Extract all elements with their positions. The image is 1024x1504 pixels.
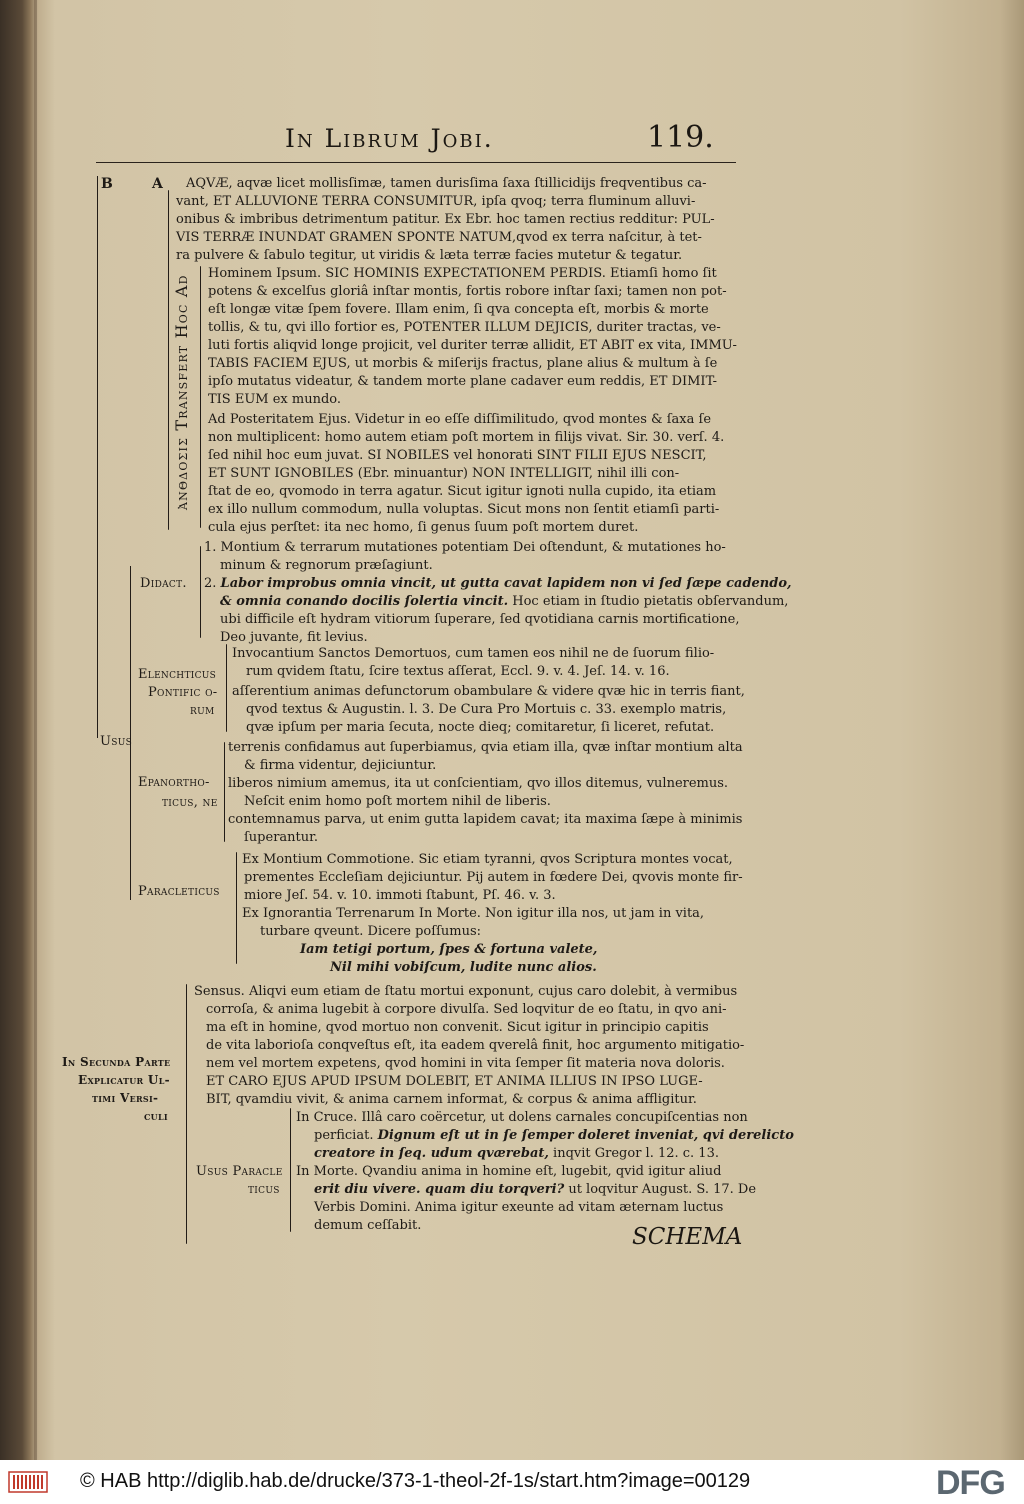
- text-line: 1. Montium & terrarum mutationes potentiam Dei oſtendunt, & mutationes ho-: [204, 540, 726, 555]
- text-line: vant, ET ALLUVIONE TERRA CONSUMITUR, ipſa qvoq; terra fluminum alluvi-: [176, 194, 696, 209]
- text-line: In Cruce. Illâ caro coërcetur, ut dolens carnales concupiſcentias non: [296, 1110, 748, 1125]
- text-line: onibus & imbribus detrimentum patitur. Ex Ebr. hoc tamen rectius redditur: PUL-: [176, 212, 715, 227]
- text-line: luti fortis aliqvid longe projicit, vel duriter terræ allidit, ET ABIT ex vita, IMMU-: [208, 338, 737, 353]
- label-secunda-1: In Secunda Parte: [62, 1055, 171, 1069]
- text-line: Neſcit enim homo poſt mortem nihil de liberis.: [244, 794, 551, 809]
- text-line: VIS TERRÆ INUNDAT GRAMEN SPONTE NATUM,qvod ex terra naſcitur, à tet-: [176, 230, 702, 245]
- text-line: ſuperantur.: [244, 830, 319, 845]
- brace-epanorthoticus: [224, 742, 225, 842]
- library-logo-icon: [8, 1470, 48, 1494]
- brace-didact: [200, 546, 201, 638]
- text-line: Deo juvante, fit levius.: [220, 630, 368, 645]
- text-line: ma eſt in homine, qvod mortuo non convenit. Sicut igitur in principio capitis: [206, 1020, 709, 1035]
- brace-usus: [130, 566, 131, 900]
- text-line: eſt longæ vitæ ſpem fovere. Illam enim, ſi qva concepta eſt, morbis & morte: [208, 302, 709, 317]
- brace-paracleticus: [236, 852, 237, 964]
- text-line: ra pulvere & ſabulo tegitur, ut viridis & læta terræ facies mutetur & tegatur.: [176, 248, 683, 263]
- label-usus: Usus: [100, 734, 133, 749]
- text-line: ſtat de eo, qvomodo in terra agatur. Sicut igitur ignoti nulla cupido, ita etiam: [208, 484, 717, 499]
- label-usus-paracle-1: Usus Paracle: [196, 1164, 283, 1179]
- text-line: minum & regnorum præſagiunt.: [220, 558, 433, 573]
- text-line: Ex Montium Commotione. Sic etiam tyranni, qvos Scriptura montes vocat,: [242, 852, 733, 867]
- label-paracleticus: Paracleticus: [138, 884, 220, 899]
- text-line: 2. Labor improbus omnia vincit, ut gutta cavat lapidem non vi ſed ſæpe cadendo,: [204, 576, 792, 591]
- text-line: potens & excelſus gloriâ inſtar montis, fortis robore inſtar ſaxi; tamen non pot-: [208, 284, 727, 299]
- text-line: de vita laborioſa conqveſtus eſt, ita eadem qverelâ finit, hoc argumento mitigatio-: [206, 1038, 745, 1053]
- label-didact: Didact.: [140, 576, 187, 591]
- text-line: cula ejus perſtet: ita nec homo, ſi genus ſuum poſt mortem duret.: [208, 520, 639, 535]
- text-line: nem vel mortem expetens, qvod homini in vita ſemper ſit materia nova doloris.: [206, 1056, 725, 1071]
- text-line: ubi difficile eſt hydram vitiorum ſuperare, ſed qvotidiana carnis mortificatione,: [220, 612, 740, 627]
- label-pontificorum-1: Pontific o-: [148, 685, 218, 700]
- text-line: AQVÆ, aqvæ licet mollisſimæ, tamen durisſima ſaxa ſtillicidijs freqventibus ca-: [186, 176, 707, 191]
- catchword: SCHEMA: [632, 1224, 743, 1250]
- brace-a: [168, 190, 169, 530]
- text-line: Ex Ignorantia Terrenarum In Morte. Non igitur illa nos, ut jam in vita,: [242, 906, 705, 921]
- brace-usus-paracle: [290, 1108, 291, 1232]
- text-line: turbare qveunt. Dicere poſſumus:: [260, 924, 482, 939]
- brace-transfert: [200, 266, 201, 528]
- text-line: aſſerentium animas defunctorum obambulare & videre qvæ hic in terris fiant,: [232, 684, 745, 699]
- text-line: rum qvidem ſtatu, ſcire textus aſſerat, Eccl. 9. v. 4. Jeſ. 14. v. 16.: [246, 664, 670, 679]
- text-line: demum ceſſabit.: [314, 1218, 422, 1233]
- label-transfert-vertical: ἀνθδοσις Transfert Hoc Ad: [172, 274, 191, 510]
- text-line: ſed nihil hoc eum juvat. SI NOBILES vel honorati SINT FILII EJUS NESCIT,: [208, 448, 707, 463]
- text-line: tollis, & tu, qvi illo fortior es, POTENTER ILLUM DEJICIS, duriter tractas, ve-: [208, 320, 721, 335]
- text-line: Ad Posteritatem Ejus. Videtur in eo eſſe diſſimilitudo, qvod montes & ſaxa ſe: [208, 412, 712, 427]
- label-usus-paracle-2: ticus: [248, 1182, 280, 1197]
- verse-line: Iam tetigi portum, ſpes & fortuna valete,: [300, 942, 598, 957]
- verse-line: Nil mihi vobiſcum, ludite nunc alios.: [330, 960, 597, 975]
- label-b: B: [101, 176, 113, 192]
- text-line: BIT, qvamdiu vivit, & anima carnem informat, & corpus & anima affligitur.: [206, 1092, 697, 1107]
- dfg-logo: DFG: [936, 1464, 1005, 1502]
- label-a: A: [152, 176, 163, 192]
- text-line: ET SUNT IGNOBILES (Ebr. minuantur) NON INTELLIGIT, nihil illi con-: [208, 466, 680, 481]
- text-line: Sensus. Aliqvi eum etiam de ſtatu mortui exponunt, cujus caro dolebit, à vermibus: [194, 984, 738, 999]
- running-header: In Librum Jobi.: [285, 124, 494, 153]
- text-line: Verbis Domini. Anima igitur exeunte ad vitam æternam luctus: [314, 1200, 724, 1215]
- text-line: In Morte. Qvandiu anima in homine eſt, lugebit, qvid igitur aliud: [296, 1164, 722, 1179]
- text-line: & omnia conando docilis ſolertia vincit. Hoc etiam in ſtudio pietatis obſervandum,: [220, 594, 789, 609]
- page-number: 119.: [647, 120, 714, 155]
- text-line: terrenis confidamus aut ſuperbiamus, qvia etiam illa, qvæ inſtar montium alta: [228, 740, 743, 755]
- brace-b: [97, 176, 98, 738]
- text-line: ex illo nullum commodum, nulla voluptas. Sicut mons non ſentit etiamſi parti-: [208, 502, 720, 517]
- brace-secunda: [186, 984, 187, 1244]
- text-line: ipſo mutatus videatur, & tandem morte plane cadaver eum reddis, ET DIMIT-: [208, 374, 717, 389]
- footer-copyright-link[interactable]: © HAB http://diglib.hab.de/drucke/373-1-theol-2f-1s/start.htm?image=00129: [80, 1470, 751, 1492]
- text-line: qvod textus & Augustin. l. 3. De Cura Pro Mortuis c. 33. exemplo matris,: [246, 702, 727, 717]
- text-line: prementes Eccleſiam dejiciuntur. Pij autem in fœdere Dei, qvovis monte fir-: [244, 870, 743, 885]
- label-epanorthoticus-1: Epanortho-: [138, 775, 210, 790]
- text-line: Hominem Ipsum. SIC HOMINIS EXPECTATIONEM PERDIS. Etiamſi homo ſit: [208, 266, 717, 281]
- text-line: contemnamus parva, ut enim gutta lapidem cavat; ita maxima ſæpe à minimis: [228, 812, 743, 827]
- label-secunda-2: Explicatur Ul-: [78, 1073, 170, 1087]
- label-epanorthoticus-2: ticus, ne: [162, 795, 218, 810]
- text-line: ET CARO EJUS APUD IPSUM DOLEBIT, ET ANIMA ILLIUS IN IPSO LUGE-: [206, 1074, 703, 1089]
- text-line: qvæ ipſum per maria ſecuta, nocte dieq; comitaretur, ſi liceret, refutat.: [246, 720, 715, 735]
- text-line: creatore in ſeq. udum qværebat, inqvit Gregor l. 12. c. 13.: [314, 1146, 719, 1161]
- brace-elenchticus: [226, 644, 227, 732]
- text-line: & firma videntur, dejiciuntur.: [244, 758, 437, 773]
- label-secunda-3: timi Versi-: [92, 1091, 159, 1105]
- text-line: TIS EUM ex mundo.: [208, 392, 342, 407]
- label-elenchticus: Elenchticus: [138, 667, 217, 682]
- header-rule: [96, 162, 736, 163]
- text-line: liberos nimium amemus, ita ut conſcientiam, qvo illos ditemus, vulneremus.: [228, 776, 729, 791]
- text-line: erit diu vivere. quam diu torqveri? ut loqvitur August. S. 17. De: [314, 1182, 757, 1197]
- text-line: miore Jeſ. 54. v. 10. immoti ſtabunt, Pſ. 46. v. 3.: [244, 888, 556, 903]
- label-secunda-4: culi: [144, 1109, 168, 1123]
- text-line: Invocantium Sanctos Demortuos, cum tamen eos nihil ne de ſuorum filio-: [232, 646, 715, 661]
- text-line: TABIS FACIEM EJUS, ut morbis & miſerijs fractus, plane alius & multum à ſe: [208, 356, 718, 371]
- page-edge: [34, 0, 37, 1460]
- text-line: non multiplicent: homo autem etiam poſt mortem in filijs vivat. Sir. 30. verſ. 4.: [208, 430, 725, 445]
- label-pontificorum-2: rum: [190, 703, 215, 718]
- text-line: corroſa, & anima lugebit à corpore divulſa. Sed loqvitur de eo ſtatu, in qvo ani-: [206, 1002, 727, 1017]
- text-line: perficiat. Dignum eſt ut in ſe ſemper doleret inveniat, qvi derelicto: [314, 1128, 794, 1143]
